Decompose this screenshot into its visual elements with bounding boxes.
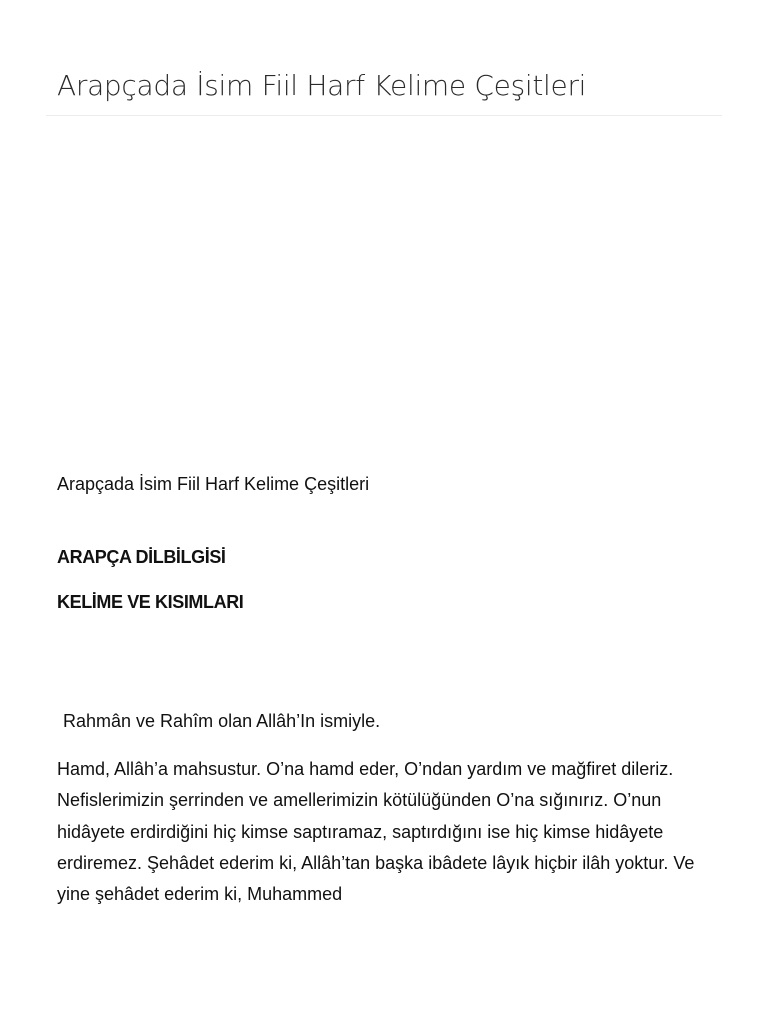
page-header xyxy=(46,0,722,116)
article-paragraph: Hamd, Allâh’a mahsustur. O’na hamd eder, O’ndan yardım ve mağfiret dileriz. Nefislerimizin şerrinden ve amellerimizin kötülüğünden O’na sığınırız. O’nun hidâyete erdirdiğini hiç kimse saptıramaz, saptırdığını ise hiç kimse hidâyete erdiremez. Şehâdet ederim ki, Allâh’tan başka ibâdete lâyık hiçbir ilâh yoktur. Ve yine şehâdet ederim ki, Muhammed xyxy=(57,759,695,905)
ad-placeholder xyxy=(57,140,711,440)
page-title: Arapçada İsim Fiil Harf Kelime Çeşitleri xyxy=(57,69,587,102)
article-subtitle: Arapçada İsim Fiil Harf Kelime Çeşitleri xyxy=(57,474,370,494)
article-content xyxy=(57,470,717,910)
section-heading-words: KELİME VE KISIMLARI xyxy=(57,592,244,612)
invocation-text: Rahmân ve Rahîm olan Allâh’In ismiyle. xyxy=(63,711,381,731)
section-heading-grammar: ARAPÇA DİLBİLGİSİ xyxy=(57,547,226,567)
